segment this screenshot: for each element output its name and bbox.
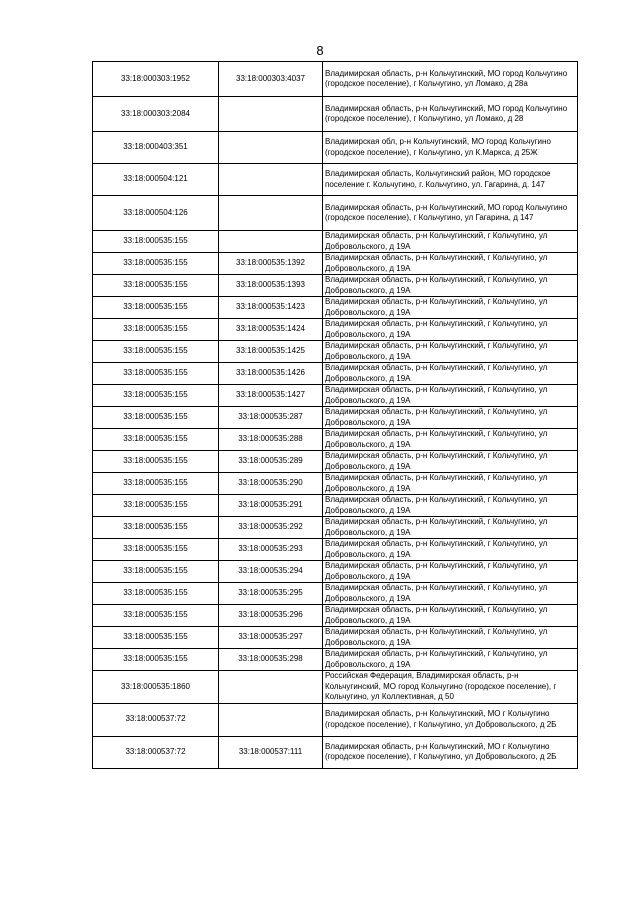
table-row	[93, 561, 578, 583]
parcel-number-cell: 33:18:000535:155	[93, 253, 219, 275]
object-number-cell	[219, 703, 323, 736]
parcel-number-cell: 33:18:000535:155	[93, 451, 219, 473]
parcel-number-cell: 33:18:000535:155	[93, 231, 219, 253]
object-number-cell: 33:18:000535:295	[219, 583, 323, 605]
table-row	[93, 196, 578, 231]
table-row	[93, 539, 578, 561]
address-cell: Владимирская область, р-н Кольчугинский, г Кольчугино, ул Добровольского, д 19А	[323, 341, 578, 363]
address-cell: Владимирская область, р-н Кольчугинский, г Кольчугино, ул Добровольского, д 19А	[323, 407, 578, 429]
table-row	[93, 473, 578, 495]
page-number: 8	[316, 43, 324, 58]
table-row	[93, 97, 578, 132]
table-row	[93, 341, 578, 363]
table-row	[93, 451, 578, 473]
address-cell: Владимирская область, р-н Кольчугинский, МО г Кольчугино (городское поселение), г Кольчугино, ул Добровольского, д 2Б	[323, 703, 578, 736]
table-row	[93, 319, 578, 341]
object-number-cell: 33:18:000535:1393	[219, 275, 323, 297]
address-cell: Владимирская область, р-н Кольчугинский, г Кольчугино, ул Добровольского, д 19А	[323, 649, 578, 671]
parcel-number-cell: 33:18:000535:155	[93, 341, 219, 363]
address-cell: Владимирская область, р-н Кольчугинский, г Кольчугино, ул Добровольского, д 19А	[323, 231, 578, 253]
parcel-number-cell: 33:18:000535:155	[93, 363, 219, 385]
object-number-cell: 33:18:000535:293	[219, 539, 323, 561]
address-cell: Владимирская обл, р-н Кольчугинский, МО город Кольчугино (городское поселение), г Кольчугино, ул К.Маркса, д 25Ж	[323, 132, 578, 164]
table-row	[93, 132, 578, 164]
address-cell: Российская Федерация, Владимирская область, р-н Кольчугинский, МО город Кольчугино (городское поселение), г Кольчугино, ул Коллективная, д 50	[323, 671, 578, 704]
address-cell: Владимирская область, р-н Кольчугинский, г Кольчугино, ул Добровольского, д 19А	[323, 319, 578, 341]
address-cell: Владимирская область, р-н Кольчугинский, МО город Кольчугино (городское поселение), г Кольчугино, ул Ломако, д 28а	[323, 62, 578, 97]
parcel-number-cell: 33:18:000535:155	[93, 429, 219, 451]
parcel-number-cell: 33:18:000535:155	[93, 473, 219, 495]
object-number-cell: 33:18:000537:111	[219, 736, 323, 768]
table-row	[93, 495, 578, 517]
object-number-cell: 33:18:000535:1392	[219, 253, 323, 275]
address-cell: Владимирская область, р-н Кольчугинский, г Кольчугино, ул Добровольского, д 19А	[323, 385, 578, 407]
object-number-cell	[219, 231, 323, 253]
table-row	[93, 703, 578, 736]
parcel-number-cell: 33:18:000535:155	[93, 561, 219, 583]
table-row	[93, 164, 578, 196]
object-number-cell: 33:18:000535:296	[219, 605, 323, 627]
parcel-number-cell: 33:18:000535:155	[93, 275, 219, 297]
object-number-cell: 33:18:000535:1423	[219, 297, 323, 319]
address-cell: Владимирская область, р-н Кольчугинский, г Кольчугино, ул Добровольского, д 19А	[323, 275, 578, 297]
object-number-cell: 33:18:000535:290	[219, 473, 323, 495]
object-number-cell: 33:18:000535:1427	[219, 385, 323, 407]
table-row	[93, 671, 578, 704]
parcel-number-cell: 33:18:000535:155	[93, 517, 219, 539]
object-number-cell: 33:18:000535:297	[219, 627, 323, 649]
parcel-number-cell: 33:18:000537:72	[93, 703, 219, 736]
parcel-number-cell: 33:18:000535:155	[93, 385, 219, 407]
address-cell: Владимирская область, р-н Кольчугинский, г Кольчугино, ул Добровольского, д 19А	[323, 297, 578, 319]
parcel-number-cell: 33:18:000535:155	[93, 605, 219, 627]
parcel-number-cell: 33:18:000535:155	[93, 297, 219, 319]
object-number-cell: 33:18:000535:1425	[219, 341, 323, 363]
table-row	[93, 363, 578, 385]
address-cell: Владимирская область, р-н Кольчугинский, МО город Кольчугино (городское поселение), г Кольчугино, ул Гагарина, д 147	[323, 196, 578, 231]
address-cell: Владимирская область, р-н Кольчугинский, г Кольчугино, ул Добровольского, д 19А	[323, 561, 578, 583]
address-cell: Владимирская область, р-н Кольчугинский, г Кольчугино, ул Добровольского, д 19А	[323, 605, 578, 627]
table-row	[93, 605, 578, 627]
address-cell: Владимирская область, р-н Кольчугинский, г Кольчугино, ул Добровольского, д 19А	[323, 495, 578, 517]
table-row	[93, 627, 578, 649]
parcel-number-cell: 33:18:000303:1952	[93, 62, 219, 97]
object-number-cell	[219, 132, 323, 164]
parcel-number-cell: 33:18:000535:1860	[93, 671, 219, 704]
table-row	[93, 231, 578, 253]
address-cell: Владимирская область, Кольчугинский район, МО городское поселение г. Кольчугино, г. Кольчугино, ул. Гагарина, д. 147	[323, 164, 578, 196]
table-row	[93, 253, 578, 275]
object-number-cell: 33:18:000535:291	[219, 495, 323, 517]
object-number-cell	[219, 97, 323, 132]
address-cell: Владимирская область, р-н Кольчугинский, МО г Кольчугино (городское поселение), г Кольчугино, ул Добровольского, д 2Б	[323, 736, 578, 768]
parcel-number-cell: 33:18:000537:72	[93, 736, 219, 768]
object-number-cell	[219, 671, 323, 704]
parcel-number-cell: 33:18:000535:155	[93, 407, 219, 429]
table-row	[93, 275, 578, 297]
parcel-number-cell: 33:18:000535:155	[93, 539, 219, 561]
address-cell: Владимирская область, р-н Кольчугинский, г Кольчугино, ул Добровольского, д 19А	[323, 517, 578, 539]
object-number-cell	[219, 196, 323, 231]
cadastral-table	[92, 61, 578, 769]
table-row	[93, 407, 578, 429]
address-cell: Владимирская область, р-н Кольчугинский, МО город Кольчугино (городское поселение), г Кольчугино, ул Ломако, д 28	[323, 97, 578, 132]
parcel-number-cell: 33:18:000403:351	[93, 132, 219, 164]
parcel-number-cell: 33:18:000535:155	[93, 649, 219, 671]
object-number-cell: 33:18:000535:1426	[219, 363, 323, 385]
table-row	[93, 297, 578, 319]
address-cell: Владимирская область, р-н Кольчугинский, г Кольчугино, ул Добровольского, д 19А	[323, 363, 578, 385]
object-number-cell: 33:18:000303:4037	[219, 62, 323, 97]
object-number-cell: 33:18:000535:288	[219, 429, 323, 451]
object-number-cell: 33:18:000535:289	[219, 451, 323, 473]
table-row	[93, 583, 578, 605]
parcel-number-cell: 33:18:000303:2084	[93, 97, 219, 132]
table-row	[93, 736, 578, 768]
address-cell: Владимирская область, р-н Кольчугинский, г Кольчугино, ул Добровольского, д 19А	[323, 473, 578, 495]
object-number-cell	[219, 164, 323, 196]
parcel-number-cell: 33:18:000535:155	[93, 495, 219, 517]
table-row	[93, 649, 578, 671]
object-number-cell: 33:18:000535:1424	[219, 319, 323, 341]
object-number-cell: 33:18:000535:298	[219, 649, 323, 671]
object-number-cell: 33:18:000535:287	[219, 407, 323, 429]
address-cell: Владимирская область, р-н Кольчугинский, г Кольчугино, ул Добровольского, д 19А	[323, 583, 578, 605]
parcel-number-cell: 33:18:000535:155	[93, 583, 219, 605]
parcel-number-cell: 33:18:000535:155	[93, 627, 219, 649]
parcel-number-cell: 33:18:000535:155	[93, 319, 219, 341]
table-row	[93, 62, 578, 97]
address-cell: Владимирская область, р-н Кольчугинский, г Кольчугино, ул Добровольского, д 19А	[323, 627, 578, 649]
address-cell: Владимирская область, р-н Кольчугинский, г Кольчугино, ул Добровольского, д 19А	[323, 539, 578, 561]
parcel-number-cell: 33:18:000504:126	[93, 196, 219, 231]
object-number-cell: 33:18:000535:294	[219, 561, 323, 583]
table-row	[93, 385, 578, 407]
parcel-number-cell: 33:18:000504:121	[93, 164, 219, 196]
address-cell: Владимирская область, р-н Кольчугинский, г Кольчугино, ул Добровольского, д 19А	[323, 253, 578, 275]
address-cell: Владимирская область, р-н Кольчугинский, г Кольчугино, ул Добровольского, д 19А	[323, 429, 578, 451]
table-row	[93, 429, 578, 451]
table-body	[93, 62, 578, 769]
object-number-cell: 33:18:000535:292	[219, 517, 323, 539]
table-row	[93, 517, 578, 539]
address-cell: Владимирская область, р-н Кольчугинский, г Кольчугино, ул Добровольского, д 19А	[323, 451, 578, 473]
